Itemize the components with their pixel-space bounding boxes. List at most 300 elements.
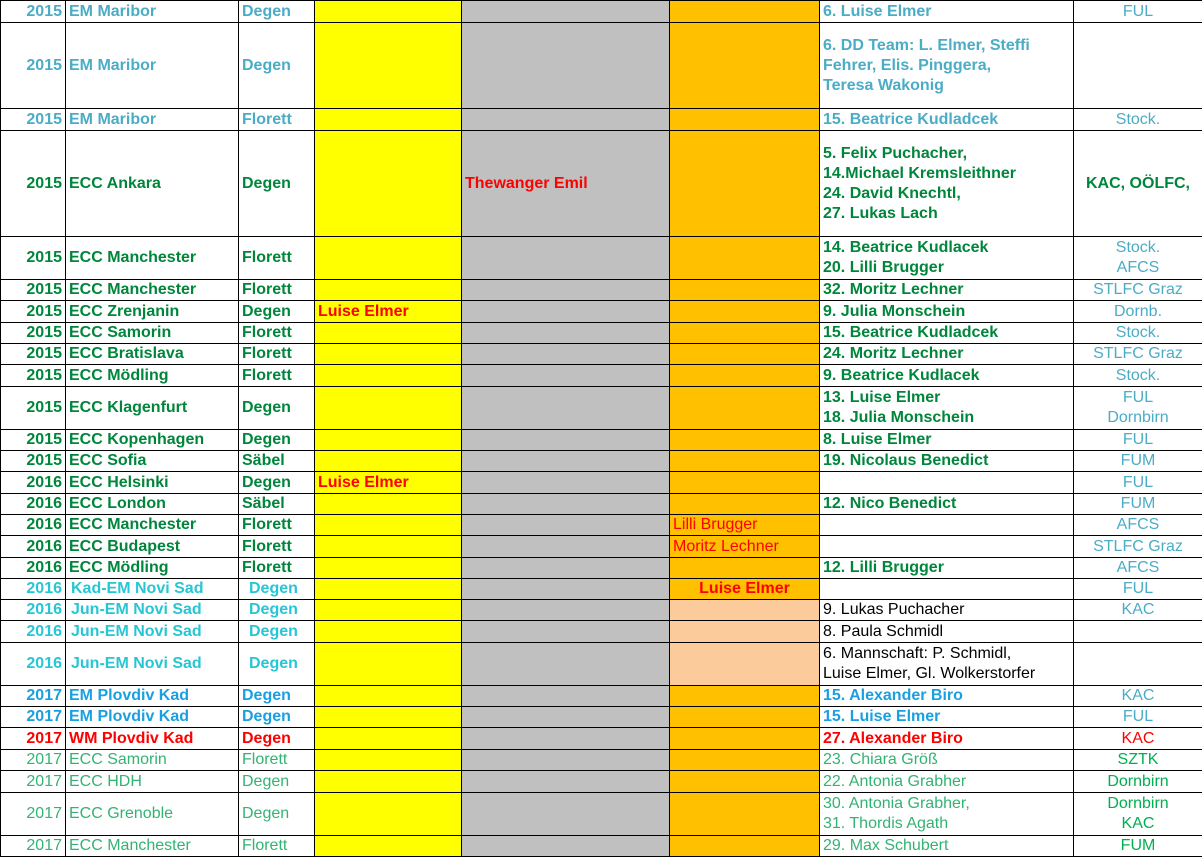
gray-marker-cell <box>462 600 670 621</box>
table-row <box>1 600 1202 621</box>
gray-marker-cell <box>462 728 670 750</box>
weapon-cell: Florett <box>239 558 315 579</box>
result-line: 18. Julia Monschein <box>823 409 975 426</box>
orange-marker-cell <box>670 686 820 707</box>
year-cell: 2016 <box>1 621 66 643</box>
gray-marker-cell <box>462 515 670 536</box>
orange-marker-cell <box>670 237 820 280</box>
orange-marker-cell <box>670 280 820 301</box>
result-line: Fehrer, Elis. Pinggera, <box>823 56 992 74</box>
result-cell <box>820 728 1074 750</box>
club-cell <box>1074 280 1202 301</box>
club-cell <box>1074 344 1202 365</box>
year-cell: 2017 <box>1 771 66 793</box>
gray-marker-cell <box>462 494 670 515</box>
result-cell <box>820 836 1074 857</box>
table-row <box>1 558 1202 579</box>
yellow-marker-cell <box>315 515 462 536</box>
yellow-marker-cell <box>315 579 462 600</box>
club-line: Stock. <box>1115 239 1161 256</box>
gray-marker-cell <box>462 365 670 387</box>
result-line: 5. Felix Puchacher, <box>823 144 968 162</box>
weapon-cell: Florett <box>239 536 315 558</box>
result-cell <box>820 131 1074 237</box>
year-cell: 2015 <box>1 301 66 323</box>
gray-marker-cell <box>462 323 670 344</box>
gray-marker-cell <box>462 1 670 23</box>
weapon-cell: Degen <box>239 643 315 686</box>
weapon-cell: Florett <box>239 344 315 365</box>
weapon-cell: Degen <box>239 131 315 237</box>
year-cell: 2015 <box>1 23 66 109</box>
year-cell: 2015 <box>1 430 66 451</box>
orange-marker-cell <box>670 1 820 23</box>
event-cell: Jun-EM Novi Sad <box>66 621 239 643</box>
table-row <box>1 836 1202 857</box>
result-cell <box>820 793 1074 836</box>
year-cell: 2015 <box>1 131 66 237</box>
table-row <box>1 1 1202 23</box>
weapon-cell: Florett <box>239 280 315 301</box>
yellow-marker-cell <box>315 1 462 23</box>
club-cell <box>1074 430 1202 451</box>
club-cell <box>1074 771 1202 793</box>
event-cell: ECC Grenoble <box>66 793 239 836</box>
club-line: STLFC Graz <box>1093 537 1183 555</box>
gray-marker-cell <box>462 707 670 728</box>
yellow-marker-cell <box>315 536 462 558</box>
club-line: KAC, OÖLFC, <box>1086 174 1190 192</box>
result-line: 32. Moritz Lechner <box>823 281 964 298</box>
result-cell <box>820 237 1074 280</box>
club-cell <box>1074 472 1202 494</box>
orange-marker-cell <box>670 750 820 771</box>
weapon-cell: Degen <box>239 728 315 750</box>
club-cell <box>1074 686 1202 707</box>
table-row <box>1 621 1202 643</box>
club-line: STLFC Graz <box>1093 281 1183 298</box>
table-row <box>1 280 1202 301</box>
table-row <box>1 323 1202 344</box>
event-cell: Kad-EM Novi Sad <box>66 579 239 600</box>
yellow-marker-cell <box>315 387 462 430</box>
table-row <box>1 23 1202 109</box>
year-cell: 2015 <box>1 365 66 387</box>
club-line: Dornbirn <box>1107 409 1169 426</box>
weapon-cell: Florett <box>239 237 315 280</box>
yellow-marker-cell <box>315 793 462 836</box>
gray-marker-cell <box>462 643 670 686</box>
event-cell: ECC Klagenfurt <box>66 387 239 430</box>
club-line: FUM <box>1120 837 1156 854</box>
event-cell: ECC Manchester <box>66 280 239 301</box>
result-line: 24. Moritz Lechner <box>823 345 964 362</box>
gray-marker-cell <box>462 109 670 131</box>
orange-marker-cell <box>670 387 820 430</box>
club-line: FUM <box>1120 495 1156 512</box>
result-cell <box>820 707 1074 728</box>
result-line: Luise Elmer, Gl. Wolkerstorfer <box>823 665 1036 682</box>
club-cell <box>1074 131 1202 237</box>
result-cell <box>820 344 1074 365</box>
result-cell <box>820 323 1074 344</box>
result-cell <box>820 494 1074 515</box>
event-cell: ECC London <box>66 494 239 515</box>
club-line: FUL <box>1122 473 1154 491</box>
year-cell: 2016 <box>1 558 66 579</box>
result-line: 27. Alexander Biro <box>823 729 963 747</box>
result-line: 15. Beatrice Kudladcek <box>823 110 999 128</box>
event-cell: ECC Manchester <box>66 515 239 536</box>
club-line: KAC <box>1121 815 1155 832</box>
club-cell <box>1074 707 1202 728</box>
orange-marker-cell <box>670 771 820 793</box>
gray-marker-cell <box>462 472 670 494</box>
gray-marker-cell <box>462 387 670 430</box>
table-row <box>1 494 1202 515</box>
year-cell: 2016 <box>1 515 66 536</box>
yellow-marker-cell <box>315 109 462 131</box>
result-line: 14.Michael Kremsleithner <box>823 164 1016 182</box>
club-line: Dornbirn <box>1107 795 1169 812</box>
yellow-marker-cell <box>315 280 462 301</box>
orange-marker-cell: Moritz Lechner <box>670 536 820 558</box>
result-cell <box>820 750 1074 771</box>
orange-marker-cell <box>670 472 820 494</box>
event-cell: Jun-EM Novi Sad <box>66 643 239 686</box>
orange-marker-cell <box>670 109 820 131</box>
result-line: 19. Nicolaus Benedict <box>823 452 989 469</box>
result-cell <box>820 280 1074 301</box>
club-line: KAC <box>1121 729 1155 747</box>
result-line: 8. Luise Elmer <box>823 431 932 448</box>
year-cell: 2016 <box>1 600 66 621</box>
weapon-cell: Säbel <box>239 494 315 515</box>
club-cell <box>1074 323 1202 344</box>
club-cell <box>1074 750 1202 771</box>
event-cell: ECC Manchester <box>66 237 239 280</box>
year-cell: 2017 <box>1 707 66 728</box>
yellow-marker-cell <box>315 365 462 387</box>
club-cell <box>1074 1 1202 23</box>
result-cell <box>820 1 1074 23</box>
weapon-cell: Degen <box>239 771 315 793</box>
orange-marker-cell <box>670 451 820 472</box>
result-line: 22. Antonia Grabher <box>823 772 967 790</box>
club-line: FUL <box>1122 389 1154 406</box>
club-line: STLFC Graz <box>1093 345 1183 362</box>
club-cell <box>1074 387 1202 430</box>
gray-marker-cell <box>462 771 670 793</box>
event-cell: WM Plovdiv Kad <box>66 728 239 750</box>
weapon-cell: Degen <box>239 621 315 643</box>
event-cell: ECC Zrenjanin <box>66 301 239 323</box>
year-cell: 2016 <box>1 579 66 600</box>
result-cell <box>820 643 1074 686</box>
yellow-marker-cell <box>315 430 462 451</box>
orange-marker-cell <box>670 365 820 387</box>
weapon-cell: Florett <box>239 515 315 536</box>
year-cell: 2015 <box>1 237 66 280</box>
gray-marker-cell <box>462 301 670 323</box>
gray-marker-cell <box>462 451 670 472</box>
orange-marker-cell <box>670 836 820 857</box>
year-cell: 2017 <box>1 836 66 857</box>
result-cell <box>820 430 1074 451</box>
club-cell <box>1074 793 1202 836</box>
table-row <box>1 237 1202 280</box>
orange-marker-cell <box>670 600 820 621</box>
orange-marker-cell <box>670 131 820 237</box>
club-line: AFCS <box>1116 559 1160 576</box>
result-cell <box>820 621 1074 643</box>
club-cell <box>1074 643 1202 686</box>
event-cell: EM Plovdiv Kad <box>66 686 239 707</box>
result-line: 15. Beatrice Kudladcek <box>823 324 999 341</box>
table-row <box>1 472 1202 494</box>
club-cell <box>1074 621 1202 643</box>
orange-marker-cell <box>670 301 820 323</box>
club-cell <box>1074 451 1202 472</box>
gray-marker-cell <box>462 430 670 451</box>
yellow-marker-cell <box>315 323 462 344</box>
club-cell <box>1074 600 1202 621</box>
result-line: 20. Lilli Brugger <box>823 259 944 276</box>
club-line: Dornbirn <box>1107 772 1169 790</box>
club-cell <box>1074 558 1202 579</box>
club-line: FUL <box>1122 580 1154 597</box>
result-cell <box>820 387 1074 430</box>
table-row <box>1 515 1202 536</box>
year-cell: 2015 <box>1 1 66 23</box>
year-cell: 2016 <box>1 472 66 494</box>
result-cell <box>820 515 1074 536</box>
event-cell: ECC Ankara <box>66 131 239 237</box>
results-table-body <box>1 1 1202 857</box>
yellow-marker-cell <box>315 771 462 793</box>
gray-marker-cell <box>462 579 670 600</box>
yellow-marker-cell <box>315 643 462 686</box>
result-line: 27. Lukas Lach <box>823 204 938 222</box>
result-cell <box>820 109 1074 131</box>
yellow-marker-cell <box>315 707 462 728</box>
result-cell <box>820 579 1074 600</box>
event-cell: EM Maribor <box>66 1 239 23</box>
weapon-cell: Degen <box>239 23 315 109</box>
yellow-marker-cell <box>315 451 462 472</box>
orange-marker-cell: Lilli Brugger <box>670 515 820 536</box>
result-line: Teresa Wakonig <box>823 76 944 94</box>
year-cell: 2015 <box>1 387 66 430</box>
year-cell: 2015 <box>1 344 66 365</box>
event-cell: ECC Bratislava <box>66 344 239 365</box>
table-row <box>1 686 1202 707</box>
weapon-cell: Florett <box>239 750 315 771</box>
club-cell <box>1074 515 1202 536</box>
event-cell: Jun-EM Novi Sad <box>66 600 239 621</box>
club-line: SZTK <box>1117 751 1159 768</box>
weapon-cell: Florett <box>239 836 315 857</box>
event-cell: ECC Mödling <box>66 365 239 387</box>
gray-marker-cell <box>462 686 670 707</box>
table-row <box>1 750 1202 771</box>
result-line: 12. Nico Benedict <box>823 495 957 512</box>
yellow-marker-cell <box>315 344 462 365</box>
orange-marker-cell <box>670 430 820 451</box>
weapon-cell: Florett <box>239 323 315 344</box>
table-row <box>1 579 1202 600</box>
gray-marker-cell <box>462 23 670 109</box>
table-row <box>1 451 1202 472</box>
club-cell <box>1074 494 1202 515</box>
table-row <box>1 536 1202 558</box>
yellow-marker-cell <box>315 558 462 579</box>
event-cell: ECC Samorin <box>66 750 239 771</box>
club-cell <box>1074 237 1202 280</box>
weapon-cell: Degen <box>239 600 315 621</box>
gray-marker-cell: Thewanger Emil <box>462 131 670 237</box>
orange-marker-cell <box>670 793 820 836</box>
event-cell: ECC Manchester <box>66 836 239 857</box>
result-cell <box>820 686 1074 707</box>
result-cell <box>820 600 1074 621</box>
orange-marker-cell <box>670 643 820 686</box>
result-cell <box>820 301 1074 323</box>
club-cell <box>1074 579 1202 600</box>
result-line: 9. Julia Monschein <box>823 302 966 320</box>
club-line: FUL <box>1122 708 1154 725</box>
year-cell: 2016 <box>1 643 66 686</box>
weapon-cell: Degen <box>239 1 315 23</box>
club-cell <box>1074 23 1202 109</box>
gray-marker-cell <box>462 836 670 857</box>
year-cell: 2015 <box>1 451 66 472</box>
orange-marker-cell <box>670 344 820 365</box>
result-line: 31. Thordis Agath <box>823 815 949 832</box>
club-line: Stock. <box>1115 110 1161 128</box>
result-cell <box>820 558 1074 579</box>
result-line: 30. Antonia Grabher, <box>823 795 970 812</box>
event-cell: EM Maribor <box>66 23 239 109</box>
result-line: 6. DD Team: L. Elmer, Steffi <box>823 36 1030 54</box>
result-cell <box>820 771 1074 793</box>
table-row <box>1 728 1202 750</box>
table-row <box>1 301 1202 323</box>
yellow-marker-cell <box>315 131 462 237</box>
club-line: KAC <box>1121 601 1155 618</box>
club-line: FUL <box>1122 431 1154 448</box>
yellow-marker-cell: Luise Elmer <box>315 472 462 494</box>
club-line: Dornb. <box>1113 302 1163 320</box>
weapon-cell: Florett <box>239 365 315 387</box>
club-line: AFCS <box>1116 516 1160 533</box>
year-cell: 2015 <box>1 323 66 344</box>
yellow-marker-cell <box>315 621 462 643</box>
event-cell: EM Plovdiv Kad <box>66 707 239 728</box>
club-cell <box>1074 536 1202 558</box>
year-cell: 2017 <box>1 750 66 771</box>
gray-marker-cell <box>462 237 670 280</box>
orange-marker-cell <box>670 728 820 750</box>
result-line: 6. Luise Elmer <box>823 2 932 20</box>
yellow-marker-cell: Luise Elmer <box>315 301 462 323</box>
result-line: 8. Paula Schmidl <box>823 622 944 640</box>
year-cell: 2016 <box>1 494 66 515</box>
result-line: 15. Luise Elmer <box>823 708 941 725</box>
yellow-marker-cell <box>315 836 462 857</box>
club-cell <box>1074 109 1202 131</box>
weapon-cell: Degen <box>239 793 315 836</box>
event-cell: ECC Samorin <box>66 323 239 344</box>
gray-marker-cell <box>462 558 670 579</box>
result-line: 13. Luise Elmer <box>823 389 941 406</box>
table-row <box>1 109 1202 131</box>
table-row <box>1 707 1202 728</box>
club-cell <box>1074 728 1202 750</box>
orange-marker-cell <box>670 494 820 515</box>
table-row <box>1 387 1202 430</box>
weapon-cell: Degen <box>239 387 315 430</box>
year-cell: 2017 <box>1 686 66 707</box>
yellow-marker-cell <box>315 23 462 109</box>
weapon-cell: Degen <box>239 707 315 728</box>
result-line: 29. Max Schubert <box>823 837 949 854</box>
weapon-cell: Degen <box>239 472 315 494</box>
orange-marker-cell <box>670 707 820 728</box>
club-line: AFCS <box>1116 259 1160 276</box>
orange-marker-cell <box>670 323 820 344</box>
weapon-cell: Degen <box>239 686 315 707</box>
weapon-cell: Florett <box>239 109 315 131</box>
weapon-cell: Degen <box>239 301 315 323</box>
gray-marker-cell <box>462 793 670 836</box>
club-line: Stock. <box>1115 324 1161 341</box>
club-line: KAC <box>1121 687 1155 704</box>
result-line: 15. Alexander Biro <box>823 687 963 704</box>
result-line: 6. Mannschaft: P. Schmidl, <box>823 645 1012 662</box>
gray-marker-cell <box>462 344 670 365</box>
event-cell: EM Maribor <box>66 109 239 131</box>
table-row <box>1 344 1202 365</box>
event-cell: ECC HDH <box>66 771 239 793</box>
result-cell <box>820 23 1074 109</box>
table-row <box>1 643 1202 686</box>
club-cell <box>1074 301 1202 323</box>
year-cell: 2015 <box>1 109 66 131</box>
result-cell <box>820 451 1074 472</box>
result-cell <box>820 536 1074 558</box>
table-row <box>1 771 1202 793</box>
club-cell <box>1074 365 1202 387</box>
event-cell: ECC Sofia <box>66 451 239 472</box>
result-line: 9. Lukas Puchacher <box>823 601 965 618</box>
orange-marker-cell <box>670 621 820 643</box>
orange-marker-cell <box>670 23 820 109</box>
event-cell: ECC Helsinki <box>66 472 239 494</box>
weapon-cell: Degen <box>239 430 315 451</box>
gray-marker-cell <box>462 621 670 643</box>
result-line: 12. Lilli Brugger <box>823 559 944 576</box>
result-cell <box>820 365 1074 387</box>
table-row <box>1 430 1202 451</box>
club-line: Stock. <box>1115 366 1161 384</box>
club-cell <box>1074 836 1202 857</box>
event-cell: ECC Mödling <box>66 558 239 579</box>
year-cell: 2015 <box>1 280 66 301</box>
yellow-marker-cell <box>315 494 462 515</box>
event-cell: ECC Budapest <box>66 536 239 558</box>
yellow-marker-cell <box>315 600 462 621</box>
